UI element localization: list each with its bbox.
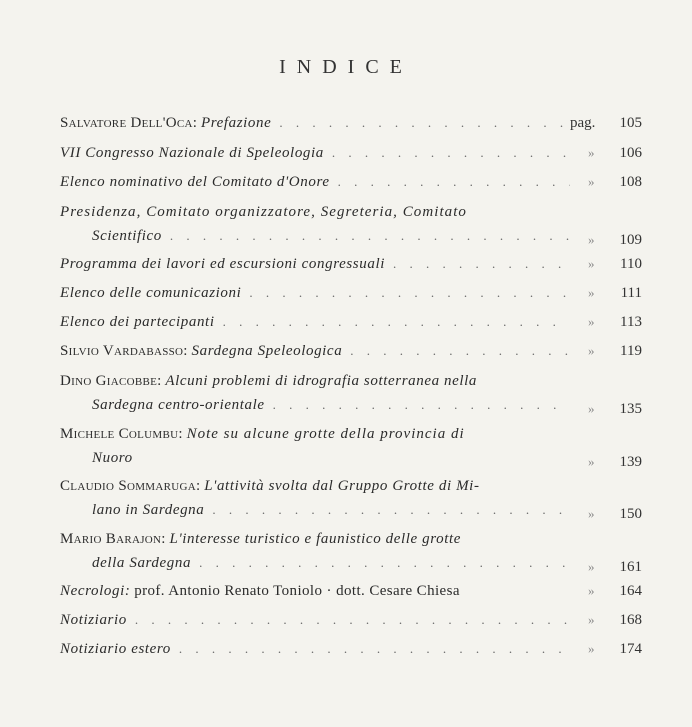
page-label: » <box>588 314 595 329</box>
page-number: 111 <box>620 285 642 301</box>
entry-title: Notiziario <box>60 612 127 628</box>
page-number: 119 <box>620 343 642 359</box>
leader-dots <box>204 499 570 521</box>
entry-title: L'attività svolta dal Gruppo Grotte di Mi- <box>204 478 480 494</box>
entry-title: VII Congresso Nazionale di Speleologia <box>60 145 324 161</box>
leader-dots <box>171 638 570 660</box>
page-label: » <box>588 145 595 160</box>
leader-dots <box>215 311 570 333</box>
page-label: » <box>588 232 595 247</box>
page-number: 150 <box>619 506 642 522</box>
toc-entry <box>60 423 642 469</box>
leader-dots <box>324 142 570 164</box>
entry-detail: prof. Antonio Renato Toniolo · dott. Cesare Chiesa <box>134 583 460 599</box>
page-number: 110 <box>620 256 642 272</box>
page-label: » <box>588 401 595 416</box>
leader-dots <box>127 609 570 631</box>
leader-dots <box>330 171 570 193</box>
page-label: pag. <box>570 115 596 131</box>
toc-entry <box>60 282 642 304</box>
page-label: » <box>588 343 595 358</box>
leader-dots <box>265 394 570 416</box>
entry-title: Note su alcune grotte della provincia di <box>186 426 465 442</box>
leader-dots <box>385 253 570 275</box>
page-label: » <box>588 612 595 627</box>
toc-entry <box>60 528 642 574</box>
entry-title-continued: della Sardegna <box>92 555 192 571</box>
page-label: » <box>588 454 595 469</box>
page-label: » <box>588 285 595 300</box>
toc-entry <box>60 475 642 521</box>
leader-dots <box>271 112 570 134</box>
leader-dots <box>342 340 570 362</box>
toc-entry <box>60 171 642 193</box>
page-label: » <box>588 506 595 521</box>
toc-entry <box>60 638 642 660</box>
toc-entry <box>60 142 642 164</box>
toc-entry <box>60 201 642 247</box>
page-title: INDICE <box>279 56 413 78</box>
entry-author: Silvio Vardabasso: <box>60 343 188 359</box>
page-label: » <box>588 174 595 189</box>
toc-entry <box>60 580 642 602</box>
toc-entry <box>60 340 642 362</box>
page-number: 106 <box>619 145 642 161</box>
leader-dots <box>191 552 570 574</box>
page-number: 161 <box>619 559 642 575</box>
page-number: 113 <box>620 314 642 330</box>
leader-dots <box>241 282 570 304</box>
entry-title-continued: Scientifico <box>92 228 162 244</box>
entry-title-continued: Sardegna centro-orientale <box>92 397 265 413</box>
page-number: 135 <box>619 401 642 417</box>
entry-title: Presidenza, Comitato organizzatore, Segreteria, Comitato <box>60 204 467 220</box>
entry-title: L'interesse turistico e faunistico delle grotte <box>169 531 462 547</box>
leader-dots <box>162 225 570 247</box>
page-number: 105 <box>619 115 642 131</box>
entry-title-continued: lano in Sardegna <box>92 502 205 518</box>
page-number: 168 <box>619 612 642 628</box>
toc-entry <box>60 609 642 631</box>
entry-author: Mario Barajon: <box>60 531 166 547</box>
toc-entry <box>60 112 642 134</box>
entry-author: Michele Columbu: <box>60 426 183 442</box>
page-label: » <box>588 583 595 598</box>
entry-title-continued: Nuoro <box>92 450 133 466</box>
entry-author: Salvatore Dell'Oca: <box>60 115 198 131</box>
entry-title: Alcuni problemi di idrografia sotterranea nella <box>165 373 478 389</box>
page-number: 108 <box>619 174 642 190</box>
page-number: 109 <box>619 232 642 248</box>
entry-title: Elenco dei partecipanti <box>60 314 215 330</box>
page-number: 164 <box>619 583 642 599</box>
entry-author: Claudio Sommaruga: <box>60 478 201 494</box>
page-label: » <box>588 559 595 574</box>
entry-title: Programma dei lavori ed escursioni congressuali <box>60 256 385 272</box>
entry-title: Necrologi: <box>60 583 131 599</box>
page-label: » <box>588 641 595 656</box>
entry-title: Prefazione <box>200 115 272 131</box>
entry-title: Elenco delle comunicazioni <box>60 285 242 301</box>
entry-title: Elenco nominativo del Comitato d'Onore <box>60 174 330 190</box>
toc-entry <box>60 253 642 275</box>
entry-author: Dino Giacobbe: <box>60 373 162 389</box>
entry-title: Notiziario estero <box>60 641 171 657</box>
entry-title: Sardegna Speleologica <box>191 343 343 359</box>
page-number: 174 <box>619 641 642 657</box>
toc-entry <box>60 370 642 416</box>
page-number: 139 <box>619 454 642 470</box>
toc-entry <box>60 311 642 333</box>
page-label: » <box>588 256 595 271</box>
